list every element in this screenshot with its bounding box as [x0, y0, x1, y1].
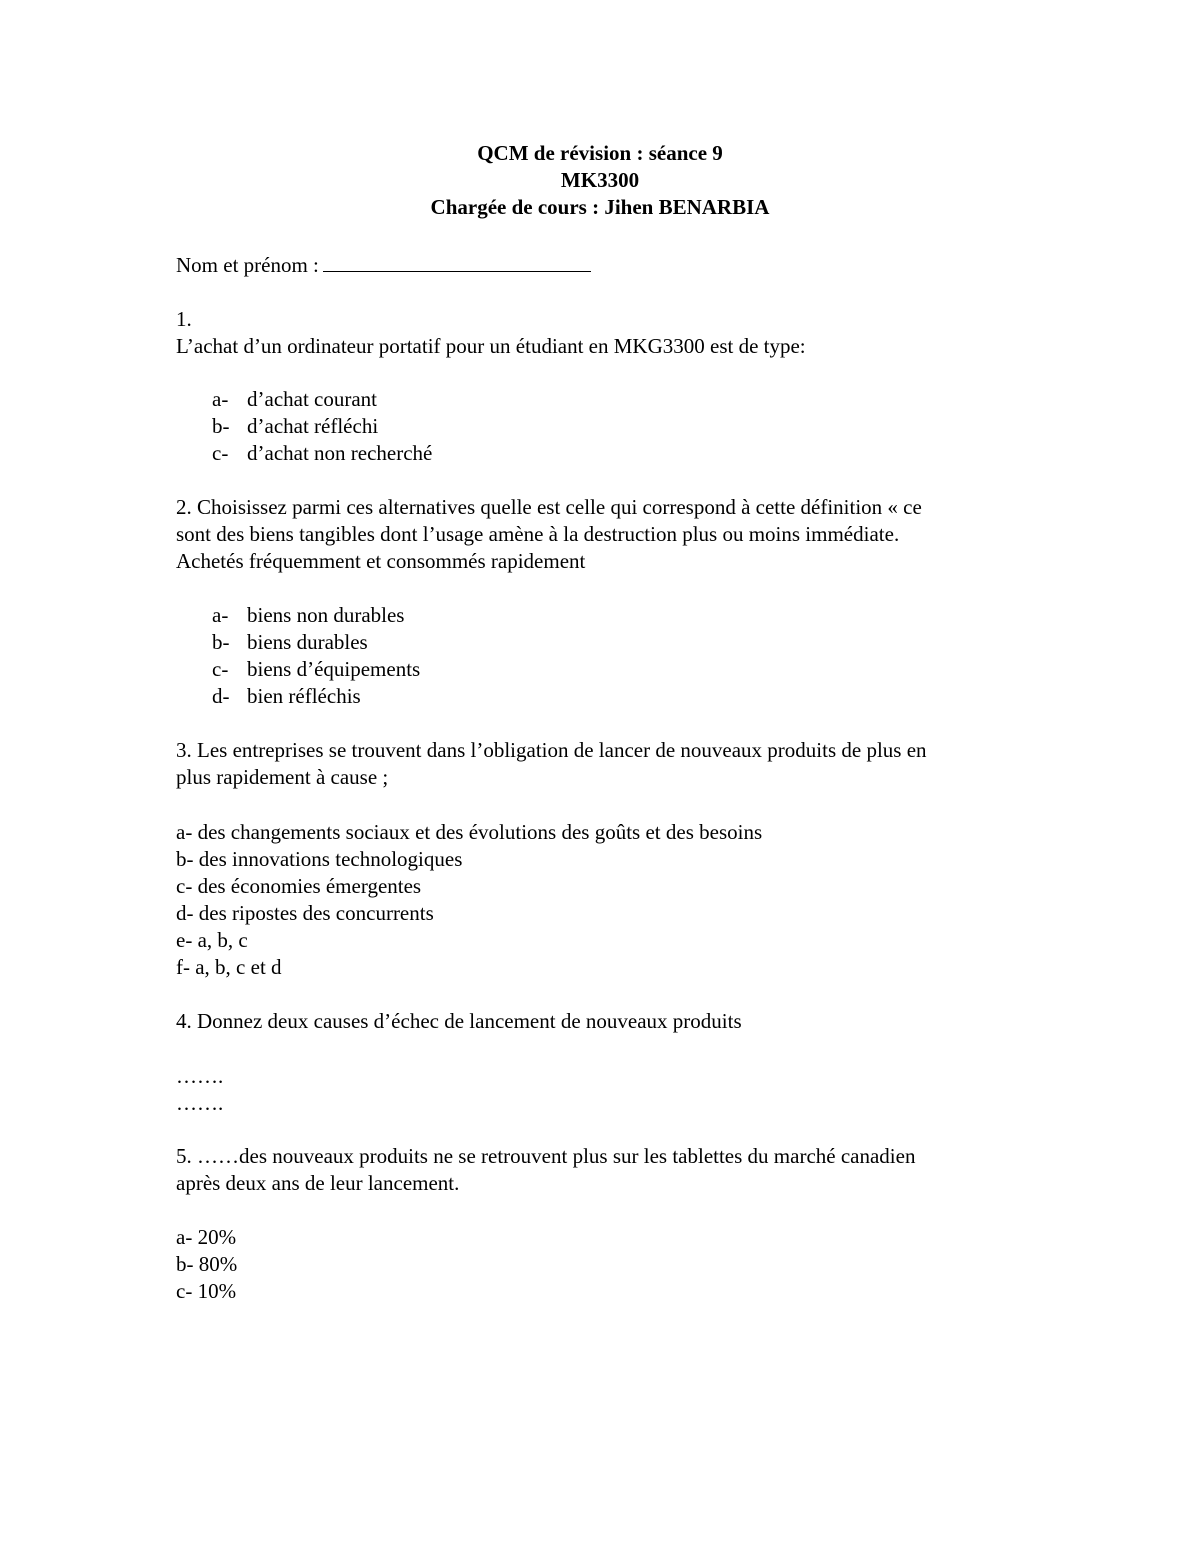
- q3-option[interactable]: c- des économies émergentes: [176, 874, 422, 898]
- q5-options: [176, 1224, 1056, 1305]
- q3-option[interactable]: d- des ripostes des concurrents: [176, 901, 434, 925]
- question-4: [176, 1008, 1056, 1035]
- q4-answer-line[interactable]: …….: [176, 1064, 224, 1088]
- q2-options: [176, 602, 1056, 710]
- q4-text: 4. Donnez deux causes d’échec de lancement de nouveaux produits: [176, 1009, 742, 1033]
- q3-option[interactable]: b- des innovations technologiques: [176, 847, 463, 871]
- q5-line: après deux ans de leur lancement.: [176, 1171, 460, 1195]
- q2-option[interactable]: c- biens d’équipements: [212, 657, 421, 681]
- document-header: [0, 140, 1200, 221]
- q3-options: [176, 819, 1056, 981]
- q1-number: 1.: [176, 307, 192, 331]
- q1-text: L’achat d’un ordinateur portatif pour un étudiant en MKG3300 est de type:: [176, 334, 806, 358]
- name-label: Nom et prénom :: [176, 253, 319, 277]
- q2-option[interactable]: d- bien réfléchis: [212, 684, 361, 708]
- q2-option[interactable]: a- biens non durables: [212, 603, 405, 627]
- q4-answers: [176, 1063, 1056, 1117]
- q5-option[interactable]: a- 20%: [176, 1225, 237, 1249]
- q5-option[interactable]: c- 10%: [176, 1279, 237, 1303]
- header-course-code: MK3300: [560, 168, 640, 192]
- q5-line: 5. ……des nouveaux produits ne se retrouvent plus sur les tablettes du marché canadien: [176, 1144, 916, 1168]
- q2-line: Achetés fréquemment et consommés rapidement: [176, 549, 586, 573]
- header-instructor: Chargée de cours : Jihen BENARBIA: [430, 195, 770, 219]
- q1-options: [176, 386, 1056, 467]
- question-5: [176, 1143, 1056, 1197]
- question-1: [176, 306, 1056, 360]
- q2-option[interactable]: b- biens durables: [212, 630, 368, 654]
- q3-option[interactable]: e- a, b, c: [176, 928, 248, 952]
- question-3: [176, 737, 1056, 791]
- q3-line: 3. Les entreprises se trouvent dans l’obligation de lancer de nouveaux produits de plus en: [176, 738, 927, 762]
- q3-option[interactable]: f- a, b, c et d: [176, 955, 282, 979]
- name-field-row: [176, 251, 1056, 278]
- q1-option[interactable]: a- d’achat courant: [212, 387, 378, 411]
- question-2: [176, 494, 1056, 575]
- q4-answer-line[interactable]: …….: [176, 1091, 224, 1115]
- q2-line: 2. Choisissez parmi ces alternatives quelle est celle qui correspond à cette définition « ce: [176, 495, 922, 519]
- header-title: QCM de révision : séance 9: [477, 141, 723, 165]
- q1-option[interactable]: b- d’achat réfléchi: [212, 414, 379, 438]
- q2-line: sont des biens tangibles dont l’usage amène à la destruction plus ou moins immédiate.: [176, 522, 900, 546]
- name-blank-line[interactable]: [323, 251, 591, 272]
- q5-option[interactable]: b- 80%: [176, 1252, 238, 1276]
- q3-option[interactable]: a- des changements sociaux et des évolutions des goûts et des besoins: [176, 820, 763, 844]
- q3-line: plus rapidement à cause ;: [176, 765, 389, 789]
- q1-option[interactable]: c- d’achat non recherché: [212, 441, 433, 465]
